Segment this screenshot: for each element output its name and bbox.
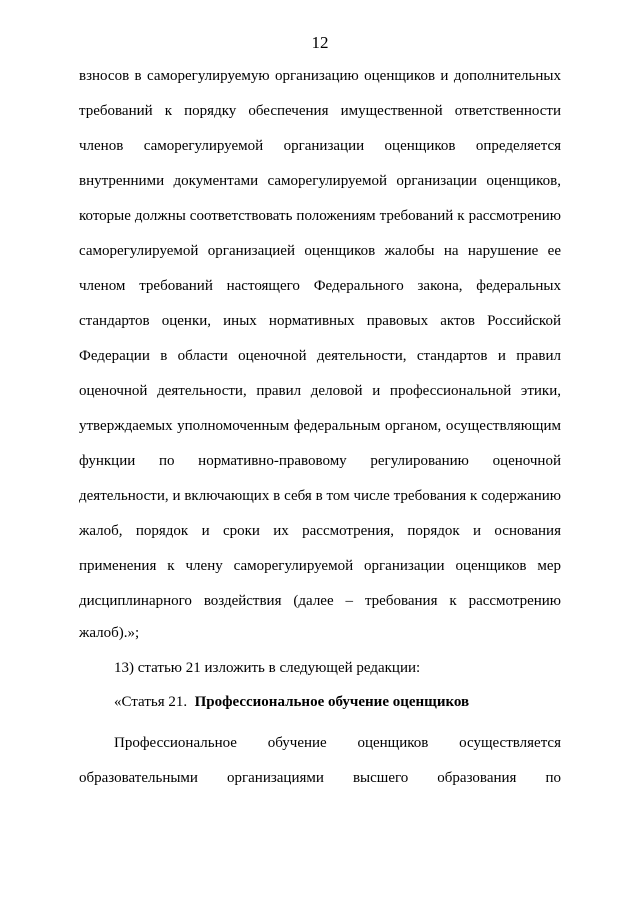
text-line: стандартов оценки, иных нормативных правовых актов Российской: [79, 313, 561, 329]
text-line: членом требований настоящего Федерального закона, федеральных: [79, 278, 561, 294]
article-number: «Статья 21.: [114, 694, 188, 710]
text-line: жалоб, порядок и сроки их рассмотрения, порядок и основания: [79, 523, 561, 539]
article-title: Профессиональное обучение оценщиков: [194, 694, 470, 710]
text-line: взносов в саморегулируемую организацию оценщиков и дополнительных: [79, 68, 561, 84]
text-line: функции по нормативно-правовому регулированию оценочной: [79, 453, 561, 469]
list-item-13: 13) статью 21 изложить в следующей редакции:: [114, 660, 421, 676]
text-line: утверждаемых уполномоченным федеральным органом, осуществляющим: [79, 418, 561, 434]
text-line: деятельности, и включающих в себя в том числе требования к содержанию: [79, 488, 561, 504]
text-line: внутренними документами саморегулируемой организации оценщиков,: [79, 173, 561, 189]
text-line: членов саморегулируемой организации оценщиков определяется: [79, 138, 561, 154]
text-line: которые должны соответствовать положениям требований к рассмотрению: [79, 208, 561, 224]
text-line: оценочной деятельности, правил деловой и профессиональной этики,: [79, 383, 561, 399]
text-line: Федерации в области оценочной деятельности, стандартов и правил: [79, 348, 561, 364]
text-line: применения к члену саморегулируемой организации оценщиков мер: [79, 558, 561, 574]
page-number: 12: [311, 33, 329, 52]
text-line: жалоб).»;: [79, 625, 140, 641]
text-line: Профессиональное обучение оценщиков осуществляется: [114, 735, 561, 751]
text-line: образовательными организациями высшего образования по: [79, 770, 561, 786]
text-line: саморегулируемой организацией оценщиков жалобы на нарушение ее: [79, 243, 561, 259]
text-line: требований к порядку обеспечения имущественной ответственности: [79, 103, 561, 119]
article-heading: [114, 692, 561, 712]
text-line: дисциплинарного воздействия (далее – требования к рассмотрению: [79, 593, 561, 609]
